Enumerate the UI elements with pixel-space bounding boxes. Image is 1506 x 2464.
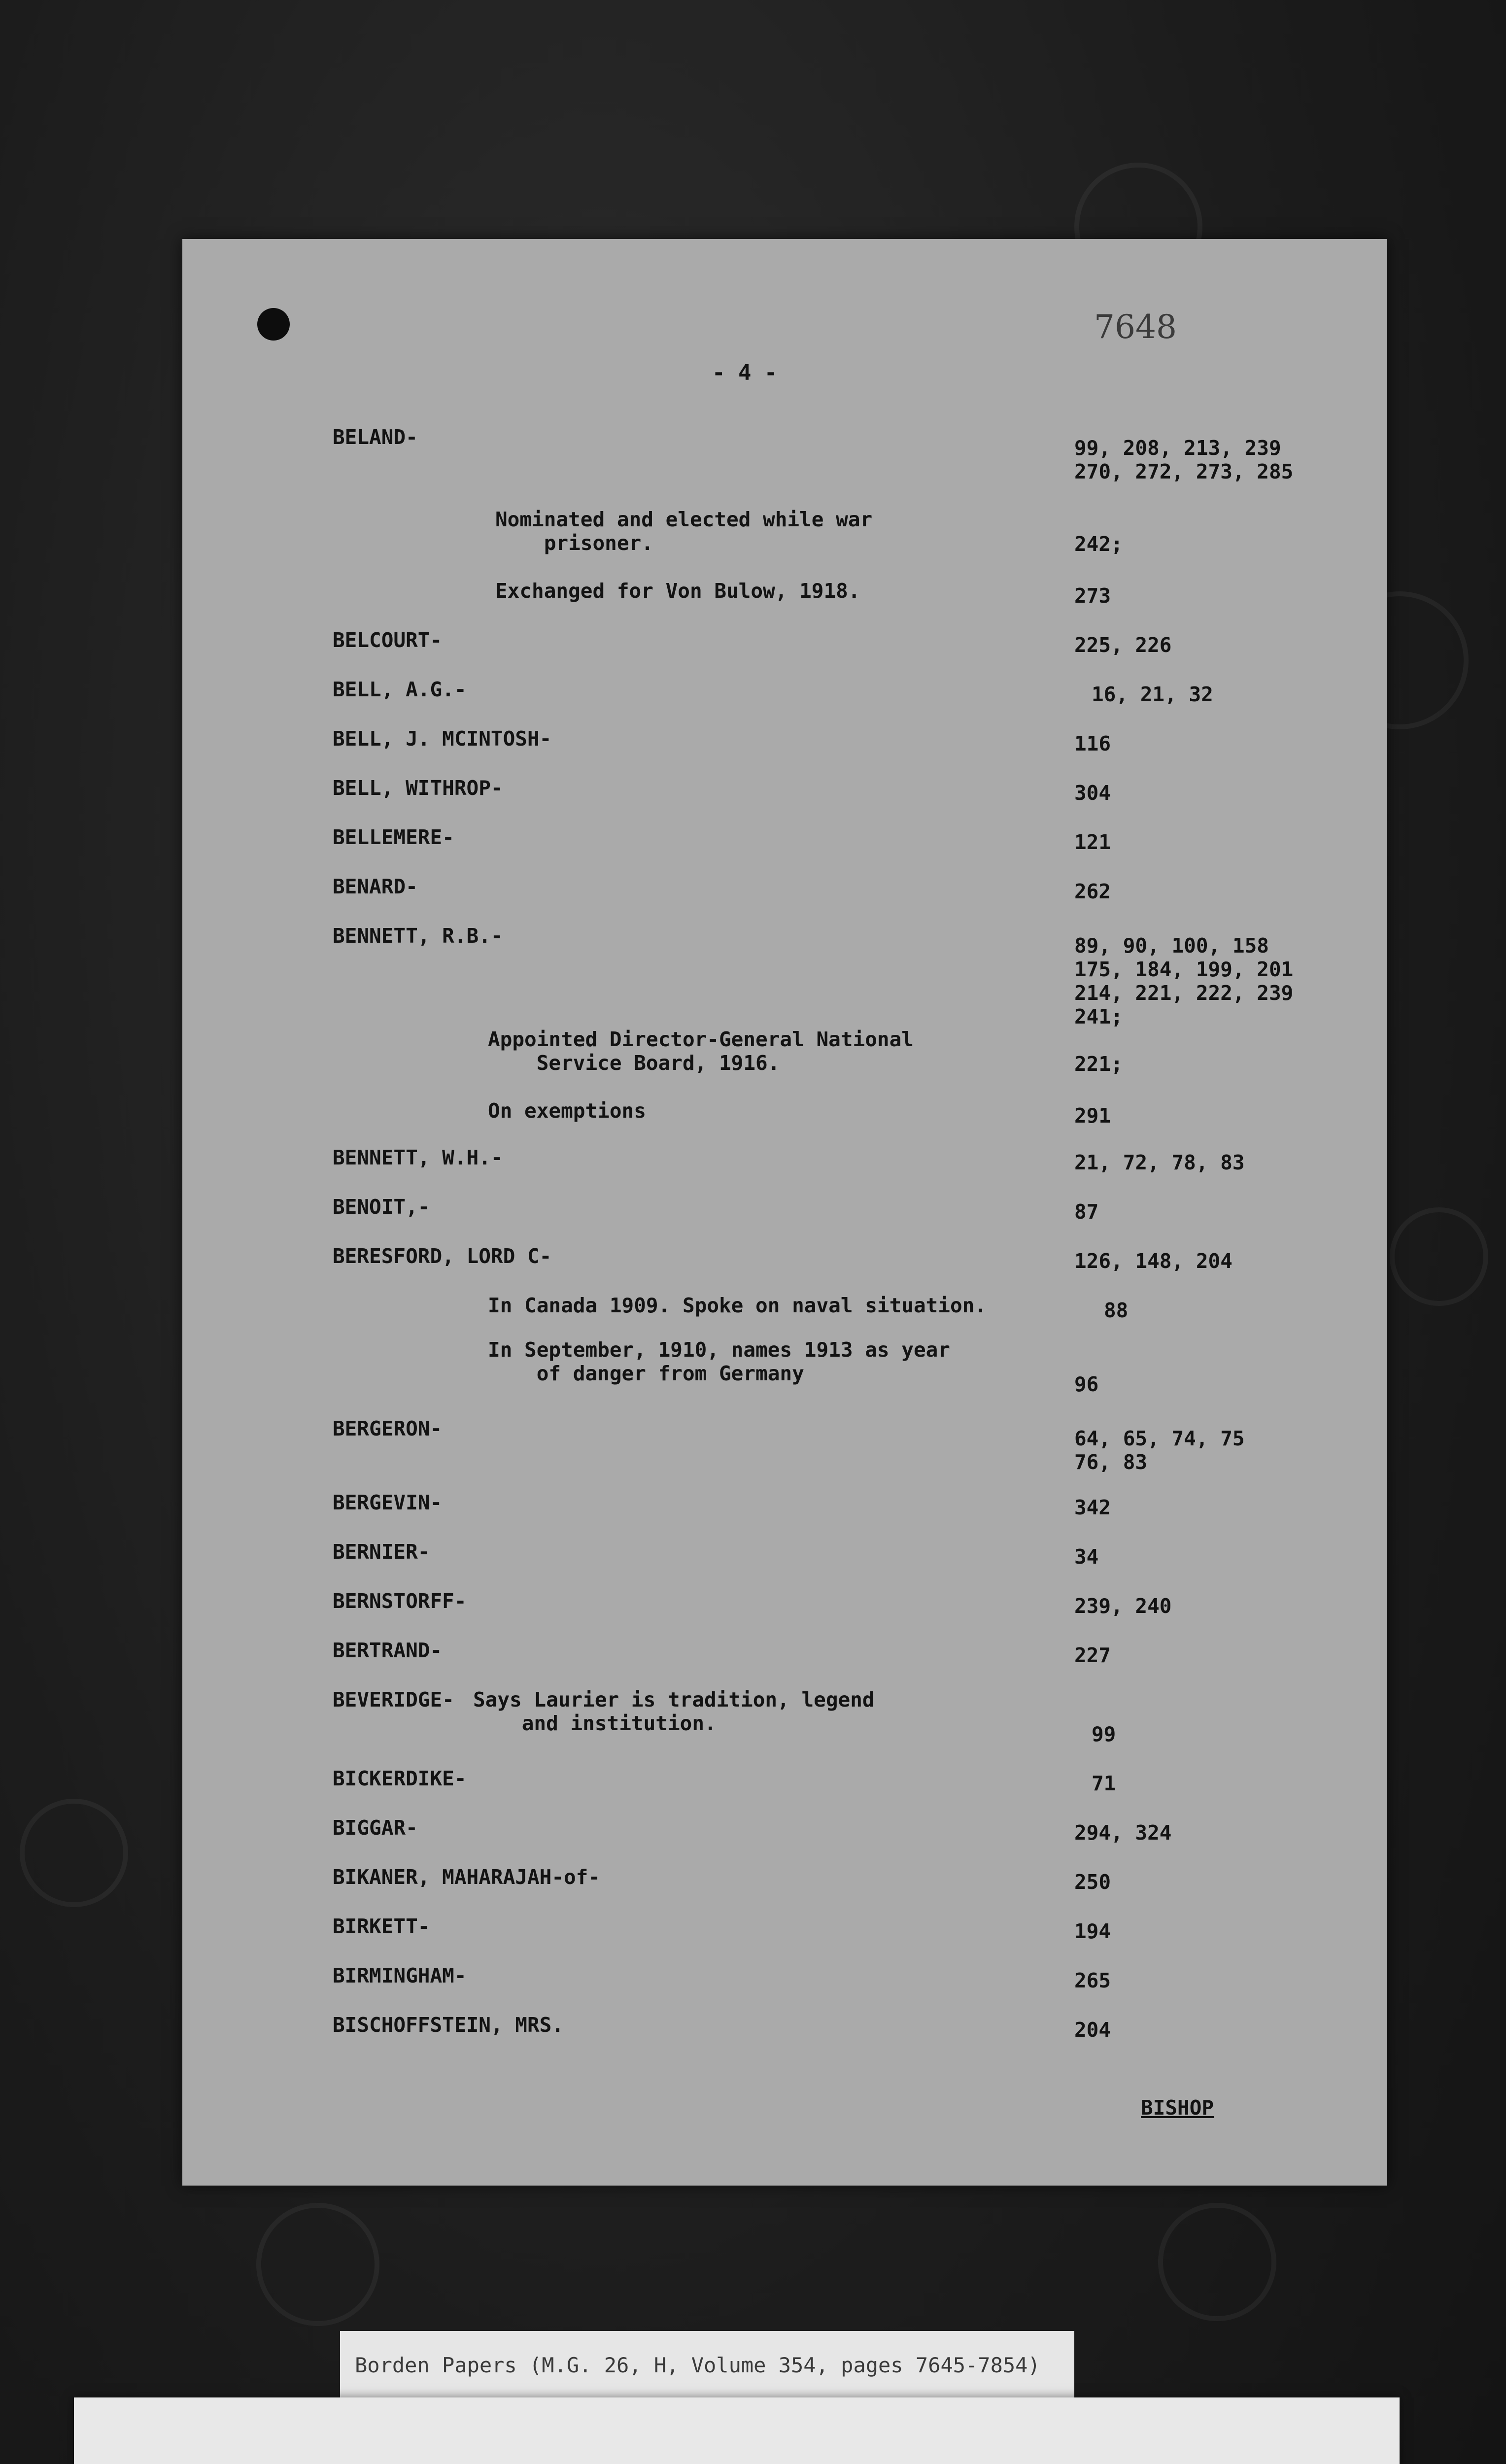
entry-pages: 88 bbox=[1104, 1299, 1129, 1322]
entry-name: BERNIER- bbox=[333, 1540, 430, 1564]
entry-name: BIRKETT- bbox=[333, 1915, 430, 1938]
entry-subnote: In Canada 1909. Spoke on naval situation. bbox=[488, 1294, 987, 1317]
punch-hole bbox=[257, 308, 290, 341]
entry-pages: 265 bbox=[1074, 1969, 1111, 1992]
entry-pages: 294, 324 bbox=[1074, 1821, 1172, 1845]
entry-pages: 99 bbox=[1092, 1722, 1116, 1746]
entry-subnote: Nominated and elected while war prisoner. bbox=[495, 508, 873, 555]
entry-subnote: Appointed Director-General National Service Board, 1916. bbox=[488, 1027, 914, 1075]
entry-pages: 291 bbox=[1074, 1104, 1111, 1128]
entry-pages: 126, 148, 204 bbox=[1074, 1249, 1232, 1273]
entry-name: BENNETT, W.H.- bbox=[333, 1146, 503, 1169]
entry-name: BELAND- bbox=[333, 425, 418, 449]
entry-name: BISCHOFFSTEIN, MRS. bbox=[333, 2013, 564, 2037]
film-mottle bbox=[1158, 2203, 1276, 2321]
entry-name: BELL, J. MCINTOSH- bbox=[333, 727, 552, 751]
entry-pages: 250 bbox=[1074, 1870, 1111, 1894]
entry-pages: 64, 65, 74, 75 76, 83 bbox=[1074, 1427, 1245, 1474]
entry-pages: 262 bbox=[1074, 880, 1111, 903]
entry-name: BERTRAND- bbox=[333, 1639, 443, 1662]
film-mottle bbox=[1390, 1207, 1488, 1306]
entry-name: BELL, WITHROP- bbox=[333, 776, 503, 800]
entry-name: BICKERDIKE- bbox=[333, 1767, 467, 1790]
entry-subnote: In September, 1910, names 1913 as year of danger from Germany bbox=[488, 1338, 950, 1385]
entry-pages: 304 bbox=[1074, 781, 1111, 805]
entry-subnote: On exemptions bbox=[488, 1099, 646, 1123]
entry-name: BENARD- bbox=[333, 875, 418, 898]
sheet-number: - 4 - bbox=[712, 360, 778, 385]
entry-subnote: Says Laurier is tradition, legend and institution. bbox=[473, 1688, 875, 1735]
entry-name: BELL, A.G.- bbox=[333, 678, 467, 701]
entry-name: BERGEVIN- bbox=[333, 1491, 443, 1514]
entry-pages: 121 bbox=[1074, 830, 1111, 854]
entry-pages: 34 bbox=[1074, 1545, 1099, 1569]
entry-name: BERESFORD, LORD C- bbox=[333, 1244, 552, 1268]
entry-name: BELCOURT- bbox=[333, 628, 443, 652]
entry-pages: 194 bbox=[1074, 1919, 1111, 1943]
document-page bbox=[182, 239, 1387, 2186]
page-number: 7648 bbox=[1094, 308, 1177, 346]
entry-pages: 239, 240 bbox=[1074, 1594, 1172, 1618]
entry-pages: 96 bbox=[1074, 1372, 1099, 1396]
entry-name: BELLEMERE- bbox=[333, 825, 454, 849]
archives-label bbox=[74, 2397, 1400, 2464]
reference-strip: Borden Papers (M.G. 26, H, Volume 354, pages 7645-7854) bbox=[340, 2331, 1074, 2400]
film-mottle bbox=[256, 2203, 379, 2326]
entry-name: BERGERON- bbox=[333, 1417, 443, 1440]
entry-name: BERNSTORFF- bbox=[333, 1589, 467, 1613]
entry-pages: 89, 90, 100, 158 175, 184, 199, 201 214, 221, 222, 239 241; bbox=[1074, 934, 1294, 1028]
entry-pages: 221; bbox=[1074, 1052, 1123, 1076]
entry-pages: 16, 21, 32 bbox=[1092, 683, 1213, 706]
entry-name: BIGGAR- bbox=[333, 1816, 418, 1840]
catchword: BISHOP bbox=[1141, 2096, 1214, 2120]
entry-name: BENOIT,- bbox=[333, 1195, 430, 1219]
entry-name: BEVERIDGE- bbox=[333, 1688, 454, 1711]
entry-name: BIRMINGHAM- bbox=[333, 1964, 467, 1987]
entry-pages: 21, 72, 78, 83 bbox=[1074, 1151, 1245, 1174]
entry-pages: 342 bbox=[1074, 1496, 1111, 1519]
entry-pages: 99, 208, 213, 239 270, 272, 273, 285 bbox=[1074, 436, 1294, 483]
film-mottle bbox=[20, 1799, 128, 1907]
entry-pages: 242; bbox=[1074, 532, 1123, 556]
entry-pages: 227 bbox=[1074, 1643, 1111, 1667]
entry-pages: 204 bbox=[1074, 2018, 1111, 2042]
entry-pages: 87 bbox=[1074, 1200, 1099, 1224]
entry-pages: 71 bbox=[1092, 1772, 1116, 1795]
entry-subnote: Exchanged for Von Bulow, 1918. bbox=[495, 579, 860, 603]
entry-pages: 273 bbox=[1074, 584, 1111, 608]
entry-pages: 116 bbox=[1074, 732, 1111, 755]
entry-name: BENNETT, R.B.- bbox=[333, 924, 503, 948]
entry-pages: 225, 226 bbox=[1074, 633, 1172, 657]
entry-name: BIKANER, MAHARAJAH-of- bbox=[333, 1865, 601, 1889]
